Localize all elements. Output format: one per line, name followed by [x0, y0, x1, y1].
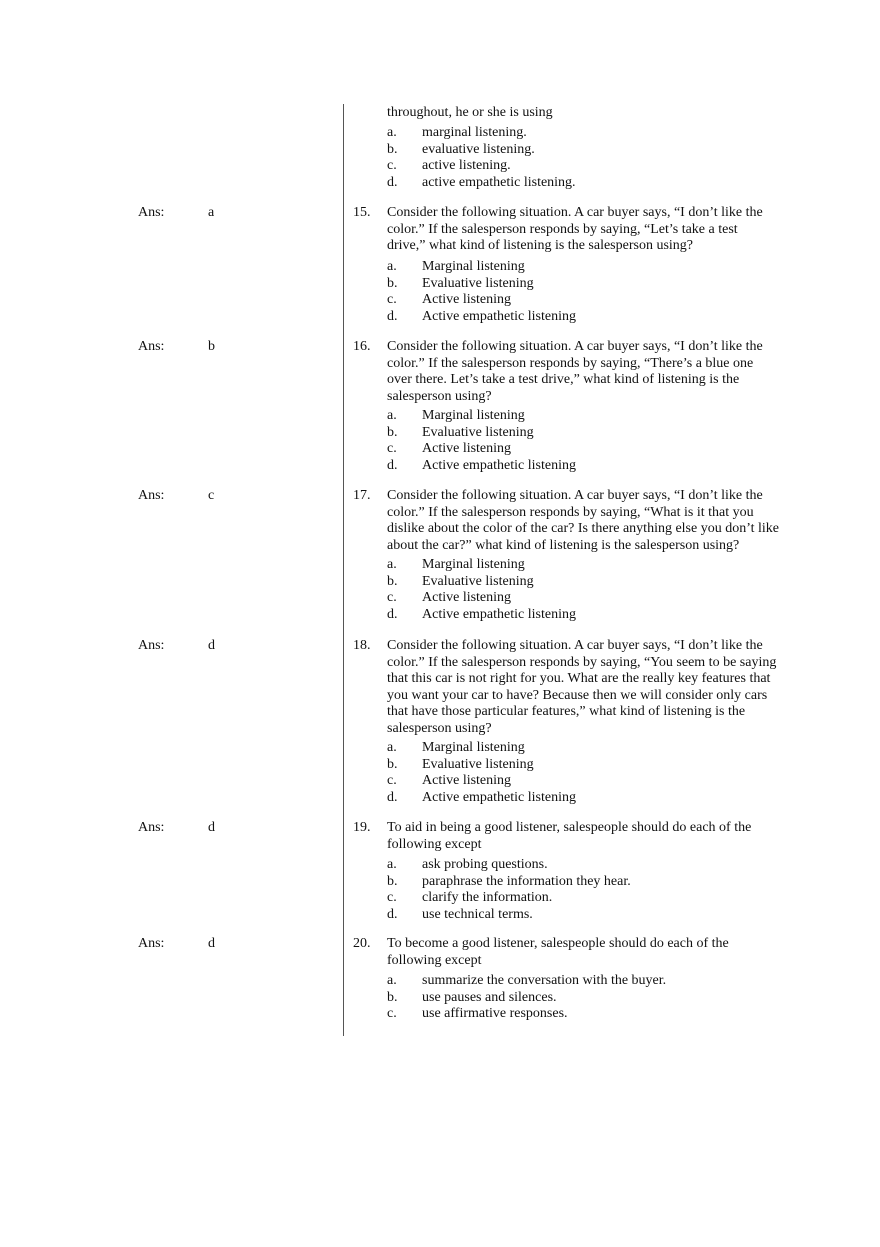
option-text: Evaluative listening: [422, 424, 534, 440]
option-letter: d.: [387, 457, 398, 473]
answer-label: Ans:: [138, 205, 165, 220]
question-text: Consider the following situation. A car buyer says, “I don’t like the color.” If the salesperson responds by saying, “What is it that you dislike about the color of the car? Is there anything else you don’t like about the car?” what kind of listening is the salesperson using?: [387, 488, 780, 553]
option-letter: b.: [387, 873, 398, 889]
option-letter: a.: [387, 125, 397, 140]
answer-label: Ans:: [138, 820, 165, 835]
answer-key: d: [208, 936, 215, 951]
question-number: 18.: [353, 638, 371, 653]
option-text: Active empathetic listening: [422, 457, 576, 473]
option-text: evaluative listening.: [422, 141, 535, 157]
option-letter: d.: [387, 906, 398, 922]
option-letter: c.: [387, 890, 397, 905]
answer-label: Ans:: [138, 638, 165, 653]
option-letter: a.: [387, 857, 397, 872]
answer-key: c: [208, 488, 215, 503]
question-number: 20.: [353, 936, 371, 951]
option-text: Active empathetic listening: [422, 789, 576, 805]
question-text: Consider the following situation. A car buyer says, “I don’t like the color.” If the salesperson responds by saying, “There’s a blue one over there. Let’s take a test drive,” what kind of listening is the salesperson using?: [387, 339, 763, 404]
option-letter: c.: [387, 158, 397, 173]
option-letter: b.: [387, 275, 398, 291]
option-letter: c.: [387, 292, 397, 307]
option-text: marginal listening.: [422, 125, 527, 140]
option-letter: c.: [387, 1006, 397, 1021]
option-letter: c.: [387, 441, 397, 456]
question-number: 17.: [353, 488, 371, 503]
option-text: Active listening: [422, 292, 512, 307]
option-text: Evaluative listening: [422, 275, 534, 291]
option-text: Active empathetic listening: [422, 606, 576, 622]
option-letter: b.: [387, 424, 398, 440]
option-letter: a.: [387, 973, 397, 988]
option-text: Evaluative listening: [422, 756, 534, 772]
option-text: Active empathetic listening: [422, 308, 576, 324]
column-divider: [343, 104, 344, 1036]
answer-key: d: [208, 638, 215, 653]
option-letter: c.: [387, 590, 397, 605]
option-text: use pauses and silences.: [422, 989, 557, 1005]
answer-label: Ans:: [138, 339, 165, 354]
question-text: To aid in being a good listener, salespeople should do each of the following except: [387, 820, 752, 852]
option-text: active listening.: [422, 158, 511, 173]
answer-key: a: [208, 205, 215, 220]
option-letter: b.: [387, 756, 398, 772]
answer-key: d: [208, 820, 215, 835]
option-text: Active listening: [422, 441, 512, 456]
option-letter: b.: [387, 989, 398, 1005]
option-text: Marginal listening: [422, 408, 525, 423]
option-letter: c.: [387, 773, 397, 788]
question-number: 16.: [353, 339, 371, 354]
question-number: 15.: [353, 205, 371, 220]
option-letter: d.: [387, 606, 398, 622]
question-text: Consider the following situation. A car buyer says, “I don’t like the color.” If the salesperson responds by saying, “Let’s take a test drive,” what kind of listening is the salesperson using?: [387, 205, 763, 253]
option-letter: a.: [387, 740, 397, 755]
option-text: Evaluative listening: [422, 573, 534, 589]
option-text: paraphrase the information they hear.: [422, 873, 631, 889]
option-text: clarify the information.: [422, 890, 553, 905]
option-text: summarize the conversation with the buyer.: [422, 973, 667, 988]
option-letter: a.: [387, 259, 397, 274]
question-text: throughout, he or she is using: [387, 105, 553, 120]
option-letter: d.: [387, 789, 398, 805]
option-letter: a.: [387, 408, 397, 423]
option-text: Marginal listening: [422, 259, 525, 274]
option-text: use affirmative responses.: [422, 1006, 568, 1021]
option-text: Marginal listening: [422, 557, 525, 572]
question-text: To become a good listener, salespeople should do each of the following except: [387, 936, 729, 968]
option-text: Active listening: [422, 773, 512, 788]
option-text: use technical terms.: [422, 906, 533, 922]
answer-label: Ans:: [138, 936, 165, 951]
option-text: active empathetic listening.: [422, 174, 576, 190]
answer-label: Ans:: [138, 488, 165, 503]
option-letter: d.: [387, 174, 398, 190]
option-text: Marginal listening: [422, 740, 525, 755]
option-letter: b.: [387, 141, 398, 157]
option-letter: d.: [387, 308, 398, 324]
question-number: 19.: [353, 820, 371, 835]
option-letter: a.: [387, 557, 397, 572]
question-text: Consider the following situation. A car buyer says, “I don’t like the color.” If the salesperson responds by saying, “You seem to be saying that this car is not right for you. What are the really key features that you want your car to have? Because then we will consider only cars that have those particular features,” what kind of listening is the salesperson using?: [387, 638, 777, 736]
answer-key: b: [208, 339, 215, 354]
option-letter: b.: [387, 573, 398, 589]
option-text: Active listening: [422, 590, 512, 605]
option-text: ask probing questions.: [422, 857, 548, 872]
